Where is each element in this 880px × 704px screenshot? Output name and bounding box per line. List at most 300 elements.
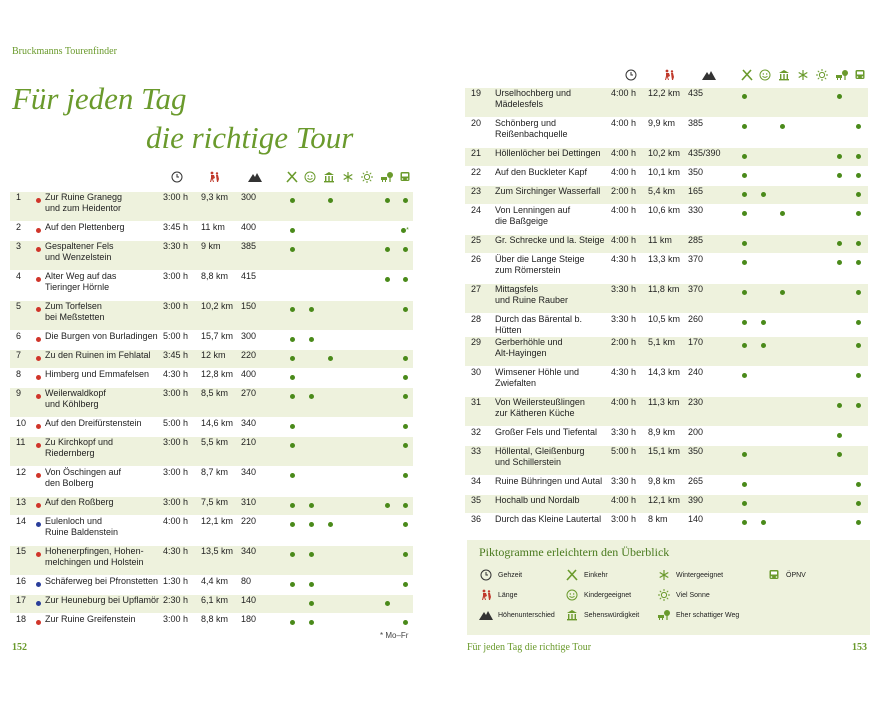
smiley-icon — [303, 170, 317, 184]
tour-name-line: Durch das Kleine Lautertal — [495, 514, 602, 524]
feature-dot — [856, 403, 861, 408]
feature-dot — [856, 501, 861, 506]
table-row — [10, 350, 413, 369]
tour-height: 165 — [688, 186, 735, 205]
tour-time: 4:00 h — [611, 88, 648, 118]
feature-dot — [837, 452, 842, 457]
tour-number: 36 — [465, 514, 487, 533]
table-row — [465, 88, 868, 118]
table-row — [465, 284, 868, 314]
feature-dot — [837, 173, 842, 178]
legend-item — [479, 608, 555, 622]
tour-name-line: Weilerwaldkopf — [45, 388, 106, 398]
feature-dot — [403, 375, 408, 380]
table-row — [10, 467, 413, 497]
tour-length: 12,8 km — [201, 369, 241, 388]
tour-height: 330 — [688, 205, 735, 235]
tour-number: 22 — [465, 167, 487, 186]
feature-dot — [837, 241, 842, 246]
feature-dot — [837, 403, 842, 408]
tour-time: 4:30 h — [163, 369, 201, 388]
table-row — [465, 367, 868, 397]
tour-number: 8 — [10, 369, 32, 388]
tour-number: 13 — [10, 497, 32, 516]
tour-name-line: Zu den Ruinen im Fehlatal — [45, 350, 151, 360]
region-marker — [36, 601, 41, 606]
tour-height: 210 — [241, 437, 283, 467]
tour-length: 8 km — [648, 514, 688, 533]
feature-dot — [403, 307, 408, 312]
tour-time: 3:45 h — [163, 222, 201, 241]
tour-name — [495, 167, 611, 186]
page-title-line1: Für jeden Tag — [12, 81, 187, 116]
feature-dot — [403, 277, 408, 282]
tour-name-line: Gr. Schrecke und la. Steige — [495, 235, 605, 245]
feature-dot — [742, 241, 747, 246]
tour-name — [495, 476, 611, 495]
running-footer: Für jeden Tag die richtige Tour — [467, 642, 592, 653]
hiker-icon — [662, 68, 676, 82]
region-marker — [36, 198, 41, 203]
tour-time: 3:30 h — [611, 284, 648, 314]
tour-name-line: Zwiefalten — [495, 378, 537, 388]
tour-length: 14,3 km — [648, 367, 688, 397]
feature-dot — [742, 154, 747, 159]
tour-length: 10,6 km — [648, 205, 688, 235]
table-row — [465, 205, 868, 235]
tour-name-line: zum Römerstein — [495, 265, 561, 275]
region-marker — [36, 582, 41, 587]
tour-name-line: Gerberhöhle und — [495, 337, 563, 347]
feature-dot — [385, 277, 390, 282]
tour-height: 390 — [688, 495, 735, 514]
feature-dot — [290, 394, 295, 399]
feature-dot — [309, 620, 314, 625]
tour-length: 10,1 km — [648, 167, 688, 186]
table-row — [465, 148, 868, 167]
tour-length: 11 km — [201, 222, 241, 241]
tour-height: 350 — [688, 446, 735, 476]
feature-dot — [856, 373, 861, 378]
tour-time: 4:00 h — [611, 495, 648, 514]
left-column-icons — [0, 170, 440, 186]
tour-time: 4:00 h — [611, 205, 648, 235]
feature-dot — [742, 482, 747, 487]
legend-item — [479, 568, 522, 582]
tour-name-line: und Schillerstein — [495, 457, 562, 467]
tour-height: 435 — [688, 88, 735, 118]
tour-length: 6,1 km — [201, 595, 241, 614]
legend-label: Eher schattiger Weg — [676, 611, 740, 619]
region-marker — [36, 375, 41, 380]
feature-dot — [742, 173, 747, 178]
tour-length: 11,3 km — [648, 397, 688, 427]
tour-name — [495, 88, 611, 118]
tour-number: 31 — [465, 397, 487, 427]
tour-name — [45, 418, 163, 437]
feature-dot — [290, 620, 295, 625]
tour-name-line: Ruine Bühringen und Autal — [495, 476, 603, 486]
tour-height: 285 — [688, 235, 735, 254]
tour-length: 8,9 km — [648, 427, 688, 446]
landmark-icon — [565, 608, 579, 622]
tour-name-line: Mittagsfels — [495, 284, 539, 294]
legend-label: Kindergeeignet — [584, 591, 632, 599]
fork-knife-icon — [740, 68, 754, 82]
feature-dot — [742, 124, 747, 129]
tour-length: 8,7 km — [201, 467, 241, 497]
tour-length: 12,1 km — [201, 516, 241, 546]
tour-time: 3:30 h — [611, 476, 648, 495]
table-row — [465, 514, 868, 533]
tour-height: 300 — [241, 331, 283, 350]
table-row — [465, 476, 868, 495]
tour-length: 12,2 km — [648, 88, 688, 118]
tour-name-line: die Baßgeige — [495, 216, 549, 226]
feature-dot — [780, 290, 785, 295]
sun-icon — [815, 68, 829, 82]
tour-name-line: den Bolberg — [45, 478, 94, 488]
tour-name-line: Ruine Baldenstein — [45, 527, 119, 537]
tour-time: 4:00 h — [611, 148, 648, 167]
feature-dot — [290, 552, 295, 557]
tour-name-line: Wimsener Höhle und — [495, 367, 580, 377]
tour-time: 3:00 h — [163, 497, 201, 516]
feature-dot — [856, 343, 861, 348]
fork-knife-icon — [565, 568, 579, 582]
feature-dot — [290, 582, 295, 587]
tour-length: 10,5 km — [648, 314, 688, 337]
mountain-icon — [248, 170, 262, 184]
tour-length: 10,2 km — [648, 148, 688, 167]
tour-number: 10 — [10, 418, 32, 437]
tour-name — [45, 546, 163, 576]
tour-number: 28 — [465, 314, 487, 337]
feature-dot — [309, 307, 314, 312]
legend-label: Viel Sonne — [676, 591, 710, 599]
tour-name-line: Auf den Roßberg — [45, 497, 114, 507]
feature-dot — [856, 241, 861, 246]
tour-length: 11,8 km — [648, 284, 688, 314]
feature-dot — [290, 522, 295, 527]
tour-length: 13,3 km — [648, 254, 688, 284]
tour-length: 14,6 km — [201, 418, 241, 437]
feature-dot — [403, 582, 408, 587]
tour-height: 140 — [241, 595, 283, 614]
region-marker — [36, 307, 41, 312]
page-number-left: 152 — [12, 642, 27, 653]
tour-time: 3:30 h — [611, 314, 648, 337]
legend-label: Höhenunterschied — [498, 611, 555, 619]
tour-height: 265 — [688, 476, 735, 495]
tour-number: 2 — [10, 222, 32, 241]
feature-dot — [742, 452, 747, 457]
table-row — [10, 595, 413, 614]
legend-label: Wintergeeignet — [676, 571, 724, 579]
tour-length: 5,4 km — [648, 186, 688, 205]
tour-name — [45, 192, 163, 222]
legend-item — [479, 588, 517, 602]
feature-dot — [290, 356, 295, 361]
tour-name — [495, 337, 611, 367]
tour-name — [495, 514, 611, 533]
tour-name-line: Zur Heuneburg bei Upflamör — [45, 595, 160, 605]
table-row — [465, 427, 868, 446]
feature-dot — [742, 501, 747, 506]
tour-name-line: zur Kätheren Küche — [495, 408, 575, 418]
tour-name — [45, 437, 163, 467]
feature-dot — [403, 552, 408, 557]
tour-name — [45, 331, 163, 350]
tour-time: 4:00 h — [611, 167, 648, 186]
feature-dot — [780, 124, 785, 129]
tour-time: 3:30 h — [611, 427, 648, 446]
hiker-icon — [207, 170, 221, 184]
feature-dot — [290, 473, 295, 478]
feature-dot — [290, 424, 295, 429]
feature-dot — [403, 473, 408, 478]
tour-number: 34 — [465, 476, 487, 495]
feature-dot — [761, 343, 766, 348]
tour-height: 260 — [688, 314, 735, 337]
legend-item — [565, 608, 639, 622]
tour-time: 3:45 h — [163, 350, 201, 369]
tour-name — [495, 118, 611, 148]
table-row — [10, 437, 413, 467]
tour-name — [45, 301, 163, 331]
tour-length: 9,9 km — [648, 118, 688, 148]
tour-number: 21 — [465, 148, 487, 167]
tour-length: 12 km — [201, 350, 241, 369]
hiker-icon — [479, 588, 493, 602]
tour-number: 33 — [465, 446, 487, 476]
table-row — [465, 337, 868, 367]
feature-dot — [403, 394, 408, 399]
tour-name — [45, 595, 163, 614]
tour-height: 435/390 — [688, 148, 735, 167]
tour-height: 180 — [241, 614, 283, 633]
tour-height: 200 — [688, 427, 735, 446]
tour-number: 1 — [10, 192, 32, 222]
feature-dot — [403, 620, 408, 625]
tour-time: 3:00 h — [163, 192, 201, 222]
mountain-icon — [479, 608, 493, 622]
snowflake-icon — [341, 170, 355, 184]
tour-name — [45, 369, 163, 388]
tour-name-line: Tieringer Hörnle — [45, 282, 110, 292]
tour-name-line: Eulenloch und — [45, 516, 103, 526]
tour-height: 340 — [241, 467, 283, 497]
tour-name — [495, 148, 611, 167]
table-row — [10, 388, 413, 418]
region-marker — [36, 356, 41, 361]
tour-length: 9 km — [201, 241, 241, 271]
tour-name-line: Schönberg und — [495, 118, 557, 128]
mountain-icon — [702, 68, 716, 82]
table-row — [465, 118, 868, 148]
tour-length: 5,1 km — [648, 337, 688, 367]
tour-number: 35 — [465, 495, 487, 514]
tour-number: 20 — [465, 118, 487, 148]
feature-dot — [742, 343, 747, 348]
tour-time: 3:00 h — [163, 271, 201, 301]
tour-number: 32 — [465, 427, 487, 446]
tour-number: 26 — [465, 254, 487, 284]
tour-time: 2:00 h — [611, 186, 648, 205]
tour-name-line: Mädelesfels — [495, 99, 544, 109]
feature-dot — [309, 601, 314, 606]
tour-name — [495, 495, 611, 514]
feature-dot — [309, 394, 314, 399]
tour-number: 29 — [465, 337, 487, 367]
feature-dot — [290, 375, 295, 380]
tour-height: 400 — [241, 369, 283, 388]
tour-name — [495, 235, 611, 254]
right-column-icons — [0, 68, 880, 84]
tour-table-right — [465, 87, 868, 533]
tour-height: 230 — [688, 397, 735, 427]
clock-icon — [479, 568, 493, 582]
feature-dot — [290, 337, 295, 342]
tour-time: 5:00 h — [163, 418, 201, 437]
feature-dot — [290, 198, 295, 203]
tour-height: 170 — [688, 337, 735, 367]
feature-dot — [309, 582, 314, 587]
feature-dot — [742, 290, 747, 295]
tour-time: 5:00 h — [611, 446, 648, 476]
snowflake-icon — [796, 68, 810, 82]
tour-number: 18 — [10, 614, 32, 633]
tour-time: 3:00 h — [163, 301, 201, 331]
feature-dot — [290, 503, 295, 508]
region-marker — [36, 424, 41, 429]
feature-dot — [837, 433, 842, 438]
feature-dot — [403, 356, 408, 361]
tour-length: 5,5 km — [201, 437, 241, 467]
tour-name — [495, 367, 611, 397]
feature-dot — [403, 522, 408, 527]
table-row — [10, 516, 413, 546]
feature-dot — [309, 552, 314, 557]
tour-name-line: Zum Torfelsen — [45, 301, 102, 311]
legend-title: Piktogramme erleichtern den Überblick — [479, 545, 670, 559]
legend-label: Gehzeit — [498, 571, 523, 579]
tour-height: 150 — [241, 301, 283, 331]
tour-name — [45, 241, 163, 271]
tour-number: 5 — [10, 301, 32, 331]
bus-icon — [767, 568, 781, 582]
table-row — [465, 446, 868, 476]
legend-label: ÖPNV — [786, 571, 806, 579]
landmark-icon — [322, 170, 336, 184]
pictogram-legend — [467, 540, 870, 635]
tour-name — [495, 254, 611, 284]
tour-name — [495, 205, 611, 235]
tour-height: 340 — [241, 546, 283, 576]
tour-name-line: Gespaltener Fels — [45, 241, 114, 251]
landmark-icon — [777, 68, 791, 82]
table-row — [465, 235, 868, 254]
tour-number: 27 — [465, 284, 487, 314]
tour-name-line: Zur Ruine Greifenstein — [45, 614, 136, 624]
tour-height: 270 — [241, 388, 283, 418]
tour-height: 400 — [241, 222, 283, 241]
feature-dot — [856, 192, 861, 197]
region-marker — [36, 228, 41, 233]
tour-number: 16 — [10, 576, 32, 595]
legend-item — [657, 608, 739, 622]
cow-tree-icon — [657, 608, 671, 622]
tour-name — [495, 446, 611, 476]
sun-icon — [360, 170, 374, 184]
feature-dot — [309, 503, 314, 508]
tour-time: 4:30 h — [611, 254, 648, 284]
legend-item — [767, 568, 806, 582]
region-marker — [36, 473, 41, 478]
tour-number: 4 — [10, 271, 32, 301]
tour-name-line: Großer Fels und Tiefental — [495, 427, 598, 437]
feature-dot — [328, 356, 333, 361]
page-title-line2: die richtige Tour — [146, 120, 354, 155]
tour-name — [495, 284, 611, 314]
feature-dot — [403, 424, 408, 429]
cow-tree-icon — [380, 170, 394, 184]
tour-number: 24 — [465, 205, 487, 235]
feature-dot — [742, 211, 747, 216]
legend-item — [657, 568, 723, 582]
region-marker — [36, 394, 41, 399]
footnote: * Mo–Fr — [380, 631, 409, 640]
tour-height: 385 — [241, 241, 283, 271]
tour-name-line: und zum Heidentor — [45, 203, 122, 213]
tour-number: 11 — [10, 437, 32, 467]
tour-name-line: Über die Lange Steige — [495, 254, 585, 264]
tour-time: 4:30 h — [163, 546, 201, 576]
tour-height: 140 — [688, 514, 735, 533]
tour-number: 25 — [465, 235, 487, 254]
tour-length: 7,5 km — [201, 497, 241, 516]
tour-time: 3:30 h — [163, 241, 201, 271]
tour-time: 1:30 h — [163, 576, 201, 595]
legend-label: Einkehr — [584, 571, 608, 579]
snowflake-icon — [657, 568, 671, 582]
feature-dot — [761, 520, 766, 525]
tour-length: 15,1 km — [648, 446, 688, 476]
feature-dot — [856, 173, 861, 178]
tour-length: 11 km — [648, 235, 688, 254]
tour-name-line: Alter Weg auf das — [45, 271, 117, 281]
tour-name-line: Alt-Hayingen — [495, 348, 547, 358]
tour-number: 7 — [10, 350, 32, 369]
tour-name-line: Die Burgen von Burladingen — [45, 331, 158, 341]
table-row — [10, 418, 413, 437]
feature-dot — [403, 503, 408, 508]
feature-dot — [309, 522, 314, 527]
tour-length: 9,8 km — [648, 476, 688, 495]
clock-icon — [170, 170, 184, 184]
tour-name-line: bei Meßstetten — [45, 312, 105, 322]
bus-icon — [853, 68, 867, 82]
tour-name-line: Durch das Bärental b. Hütten — [495, 314, 583, 335]
tour-height: 385 — [688, 118, 735, 148]
feature-dot — [309, 337, 314, 342]
tour-name-line: Auf den Dreifürstenstein — [45, 418, 142, 428]
cow-tree-icon — [835, 68, 849, 82]
table-row — [465, 186, 868, 205]
tour-name-line: Höllental, Gleißenburg — [495, 446, 585, 456]
table-row — [465, 397, 868, 427]
feature-dot — [856, 260, 861, 265]
